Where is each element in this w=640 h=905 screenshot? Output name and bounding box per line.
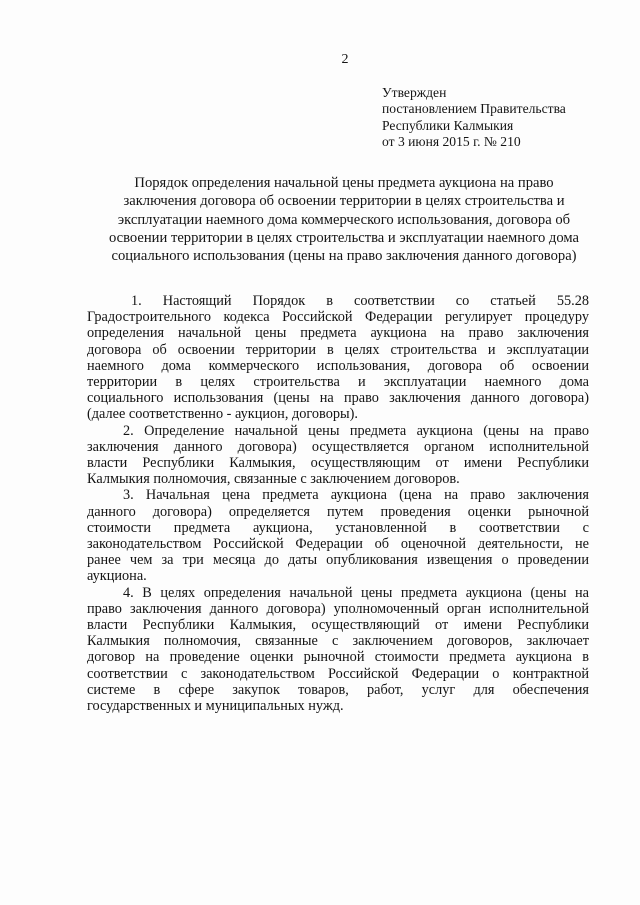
paragraph-4 xyxy=(87,585,589,715)
text-line: аукциона. xyxy=(87,568,147,585)
title-line: освоении территории в целях строительства и эксплуатации наемного дома xyxy=(108,229,579,246)
text-line: право заключения данного договора) уполномоченный орган исполнительной xyxy=(87,600,589,617)
text-line: 1. Настоящий Порядок в соответствии со статьей 55.28 xyxy=(131,293,589,309)
text-line: договора об освоении территории в целях строительства и эксплуатации xyxy=(87,341,589,358)
text-line: Калмыкия полномочия, связанные с заключением договоров, заключает xyxy=(87,633,589,650)
text-line: (далее соответственно - аукцион, договоры). xyxy=(87,406,358,423)
text-line: системе в сфере закупок товаров, работ, услуг для обеспечения xyxy=(87,681,589,698)
text-line: государственных и муниципальных нужд. xyxy=(87,698,344,715)
approval-line: Утвержден xyxy=(382,85,447,100)
title-line: социального использования (цены на право заключения данного договора) xyxy=(111,248,577,265)
approval-line: Республики Калмыкия xyxy=(382,117,514,133)
approval-line: от 3 июня 2015 г. № 210 xyxy=(382,134,521,150)
approval-stamp xyxy=(382,85,622,151)
text-line: власти Республики Калмыкия, осуществляющий от имени Республики xyxy=(87,617,589,634)
page-number: 2 xyxy=(341,52,349,67)
paragraph-2 xyxy=(87,423,589,488)
title-line: эксплуатации наемного дома коммерческого использования, договора об xyxy=(117,211,571,228)
text-line: определения начальной цены предмета аукциона на право заключения xyxy=(87,325,589,342)
text-line: наемного дома коммерческого использования, договора об освоении xyxy=(87,357,589,374)
title-line: заключения договора об освоении территории в целях строительства и xyxy=(123,193,565,210)
text-line: заключения данного договора) осуществляется органом исполнительной xyxy=(87,438,589,455)
document-body xyxy=(87,293,589,714)
text-line: социального использования (цены на право заключения данного договора) xyxy=(87,390,589,407)
text-line: ранее чем за три месяца до даты опубликования извещения о проведении xyxy=(87,552,589,569)
text-line: 3. Начальная цена предмета аукциона (цена на право заключения xyxy=(123,487,589,504)
text-line: стоимости предмета аукциона, установленной в соответствии с xyxy=(87,519,589,536)
title-line: Порядок определения начальной цены предмета аукциона на право xyxy=(134,175,554,191)
approval-line: постановлением Правительства xyxy=(382,101,566,117)
text-line: власти Республики Калмыкия, осуществляющим от имени Республики xyxy=(87,455,589,472)
document-title xyxy=(84,174,604,265)
text-line: Калмыкия полномочия, связанные с заключением договоров. xyxy=(87,471,460,488)
paragraph-3 xyxy=(87,487,589,584)
text-line: Градостроительного кодекса Российской Федерации регулирует процедуру xyxy=(87,309,589,326)
text-line: законодательством Российской Федерации об оценочной деятельности, не xyxy=(87,536,589,553)
text-line: 4. В целях определения начальной цены предмета аукциона (цены на xyxy=(123,584,589,601)
text-line: 2. Определение начальной цены предмета аукциона (цены на право xyxy=(123,422,589,439)
paragraph-1 xyxy=(87,293,589,423)
text-line: территории в целях строительства и эксплуатации наемного дома xyxy=(87,374,589,391)
text-line: договор на проведение оценки рыночной стоимости предмета аукциона в xyxy=(87,649,589,666)
text-line: соответствии с законодательством Российской Федерации о контрактной xyxy=(87,665,589,682)
text-line: данного договора) определяется путем проведения оценки рыночной xyxy=(87,503,589,520)
